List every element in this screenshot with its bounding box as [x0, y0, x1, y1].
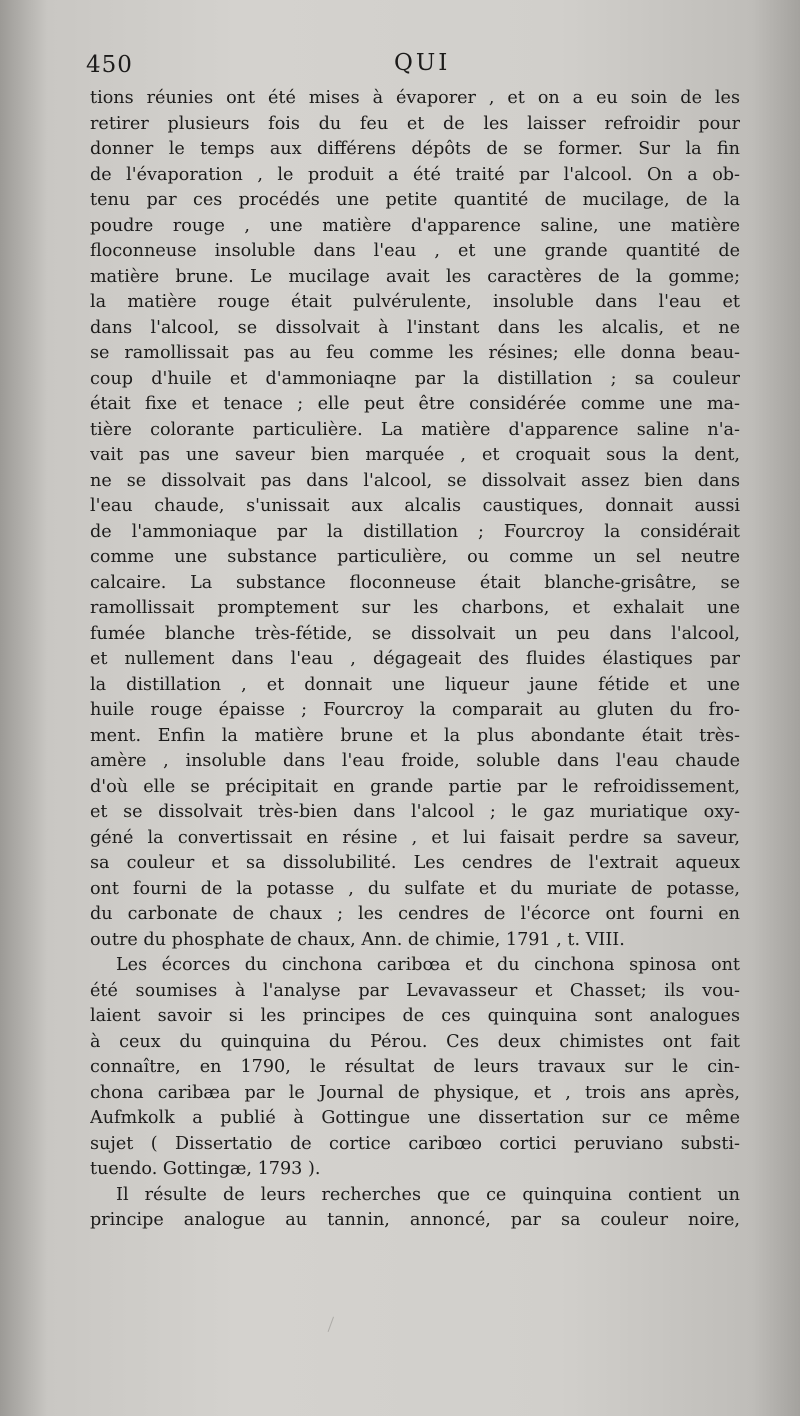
text-line: ramollissait promptement sur les charbons, et exhalait une: [90, 598, 740, 618]
text-line: et se dissolvait très-bien dans l'alcool ; le gaz muriatique oxy-: [90, 802, 740, 822]
text-line: l'eau chaude, s'unissait aux alcalis caustiques, donnait aussi: [90, 496, 740, 516]
text-line: comme une substance particulière, ou comme un sel neutre: [90, 547, 740, 567]
text-line: était fixe et tenace ; elle peut être considérée comme une ma-: [90, 394, 740, 414]
text-line: vait pas une saveur bien marquée , et croquait sous la dent,: [90, 445, 740, 465]
text-line: huile rouge épaisse ; Fourcroy la comparait au gluten du fro-: [90, 700, 740, 720]
body-text: [90, 86, 740, 1234]
text-line: donner le temps aux différens dépôts de se former. Sur la fin: [90, 139, 740, 159]
text-line: de l'ammoniaque par la distillation ; Fourcroy la considérait: [90, 521, 740, 542]
text-line: ment. Enfin la matière brune et la plus abondante était très-: [90, 725, 740, 746]
text-line: tions réunies ont été mises à évaporer , et on a eu soin de les: [90, 88, 740, 108]
text-line: floconneuse insoluble dans l'eau , et une grande quantité de: [90, 241, 740, 261]
text-line: poudre rouge , une matière d'apparence saline, une matière: [90, 215, 740, 236]
text-line: principe analogue au tannin, annoncé, par sa couleur noire,: [90, 1210, 740, 1230]
text-line: à ceux du quinquina du Pérou. Ces deux chimistes ont fait: [90, 1031, 740, 1052]
text-line: été soumises à l'analyse par Levavasseur et Chasset; ils vou-: [90, 980, 740, 1001]
text-line: Les écorces du cinchona caribœa et du cinchona spinosa ont: [116, 955, 740, 975]
text-line: ne se dissolvait pas dans l'alcool, se dissolvait assez bien dans: [90, 470, 740, 491]
text-line: tière colorante particulière. La matière d'apparence saline n'a-: [90, 419, 740, 440]
text-line: la distillation , et donnait une liqueur jaune fétide et une: [90, 674, 740, 695]
text-line: du carbonate de chaux ; les cendres de l'écorce ont fourni en: [90, 904, 740, 924]
text-line: outre du phosphate de chaux, Ann. de chimie, 1791 , t. VIII.: [90, 929, 625, 950]
text-line: se ramollissait pas au feu comme les résines; elle donna beau-: [90, 343, 740, 363]
page-number: 450: [86, 52, 133, 78]
text-line: ont fourni de la potasse , du sulfate et du muriate de potasse,: [90, 878, 740, 899]
text-line: matière brune. Le mucilage avait les caractères de la gomme;: [90, 266, 740, 287]
text-line: géné la convertissait en résine , et lui faisait perdre sa saveur,: [90, 827, 740, 848]
text-line: laient savoir si les principes de ces quinquina sont analogues: [90, 1006, 740, 1026]
text-line: sa couleur et sa dissolubilité. Les cendres de l'extrait aqueux: [90, 853, 740, 873]
text-line: Il résulte de leurs recherches que ce quinquina contient un: [116, 1184, 740, 1205]
text-line: tuendo. Gottingæ, 1793 ).: [90, 1159, 321, 1179]
text-line: sujet ( Dissertatio de cortice caribœo cortici peruviano substi-: [90, 1133, 740, 1154]
text-line: fumée blanche très-fétide, se dissolvait un peu dans l'alcool,: [90, 623, 740, 644]
running-head: QUI: [394, 50, 451, 76]
text-line: coup d'huile et d'ammoniaqne par la distillation ; sa couleur: [90, 368, 740, 389]
text-line: amère , insoluble dans l'eau froide, soluble dans l'eau chaude: [90, 751, 740, 771]
text-line: tenu par ces procédés une petite quantité de mucilage, de la: [90, 190, 740, 210]
text-line: la matière rouge était pulvérulente, insoluble dans l'eau et: [90, 292, 740, 312]
text-line: chona caribæa par le Journal de physique, et , trois ans après,: [90, 1082, 740, 1103]
ink-mark: [328, 1317, 344, 1336]
text-line: et nullement dans l'eau , dégageait des fluides élastiques par: [90, 649, 740, 669]
page-header: [86, 50, 746, 82]
text-line: retirer plusieurs fois du feu et de les laisser refroidir pour: [90, 113, 740, 134]
text-line: connaître, en 1790, le résultat de leurs travaux sur le cin-: [90, 1057, 740, 1077]
text-line: Aufmkolk a publié à Gottingue une dissertation sur ce même: [90, 1108, 740, 1128]
text-line: de l'évaporation , le produit a été traité par l'alcool. On a ob-: [90, 164, 740, 185]
text-line: calcaire. La substance floconneuse était blanche-grisâtre, se: [90, 572, 740, 593]
text-line: dans l'alcool, se dissolvait à l'instant dans les alcalis, et ne: [90, 317, 740, 338]
text-line: d'où elle se précipitait en grande partie par le refroidissement,: [90, 776, 740, 797]
